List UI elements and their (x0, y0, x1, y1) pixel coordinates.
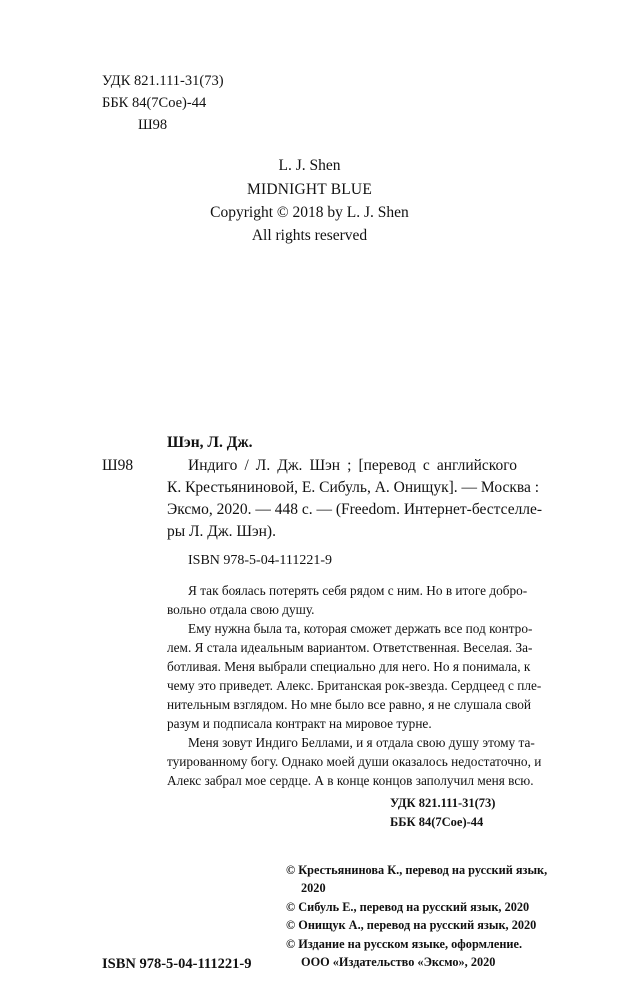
copyright-line: © Сибуль Е., перевод на русский язык, 2020 (286, 900, 530, 914)
annotation-line: лем. Я стала идеальным вариантом. Ответственная. Веселая. За- (167, 640, 533, 655)
annotation-line: туированному богу. Однако моей души оказалось недостаточно, и (167, 754, 542, 769)
copyright-line: Copyright © 2018 by L. J. Shen (210, 204, 409, 221)
annotation-line: разум и подписала контракт на мировое турне. (167, 716, 432, 731)
annotation-line: Я так боялась потерять себя рядом с ним. Но в итоге добро- (188, 583, 528, 598)
udk-code-right: УДК 821.111-31(73) (390, 796, 496, 810)
author-heading: Шэн, Л. Дж. (167, 434, 253, 451)
annotation-line: Меня зовут Индиго Беллами, и я отдала свою душу этому та- (188, 735, 535, 750)
annotation-line: ботливая. Меня выбрали специально для него. Но я понимала, к (167, 659, 531, 674)
isbn-record: ISBN 978-5-04-111221-9 (188, 553, 333, 568)
bib-line-3: Эксмо, 2020. — 448 с. — (Freedom. Интернет-бестселле- (167, 501, 543, 518)
author-mark-left: Ш98 (102, 457, 134, 474)
annotation-line: чему это приведет. Алекс. Британская рок-звезда. Сердцеед с пле- (167, 678, 542, 693)
annotation-line: нительным взглядом. Но мне было все равно, я не слушала свой (167, 697, 532, 712)
author-mark: Ш98 (138, 117, 168, 133)
copyright-line: 2020 (301, 881, 326, 895)
isbn-bottom: ISBN 978-5-04-111221-9 (102, 956, 252, 972)
bbk-code: ББК 84(7Сое)-44 (102, 95, 207, 111)
annotation-line: Алекс забрал мое сердце. А в конце концов заполучил меня всю. (167, 773, 534, 788)
bib-line-4: ры Л. Дж. Шэн). (167, 523, 276, 540)
annotation-line: Ему нужна была та, которая сможет держать все под контро- (188, 621, 533, 636)
bib-line-1: Индиго / Л. Дж. Шэн ; [перевод с английского (188, 457, 517, 474)
rights-line: All rights reserved (251, 227, 368, 244)
copyright-line: © Издание на русском языке, оформление. (286, 937, 523, 951)
copyright-line: ООО «Издательство «Эксмо», 2020 (301, 955, 496, 969)
copyright-line: © Крестьянинова К., перевод на русский язык, (286, 863, 548, 877)
annotation-line: вольно отдала свою душу. (167, 602, 315, 617)
copyright-line: © Онищук А., перевод на русский язык, 2020 (286, 918, 537, 932)
udk-code: УДК 821.111-31(73) (102, 73, 224, 89)
original-author: L. J. Shen (278, 157, 341, 174)
bbk-code-right: ББК 84(7Сое)-44 (390, 815, 484, 829)
bib-line-2: К. Крестьяниновой, Е. Сибуль, А. Онищук]. — Москва : (167, 479, 540, 496)
original-title: MIDNIGHT BLUE (246, 181, 372, 198)
